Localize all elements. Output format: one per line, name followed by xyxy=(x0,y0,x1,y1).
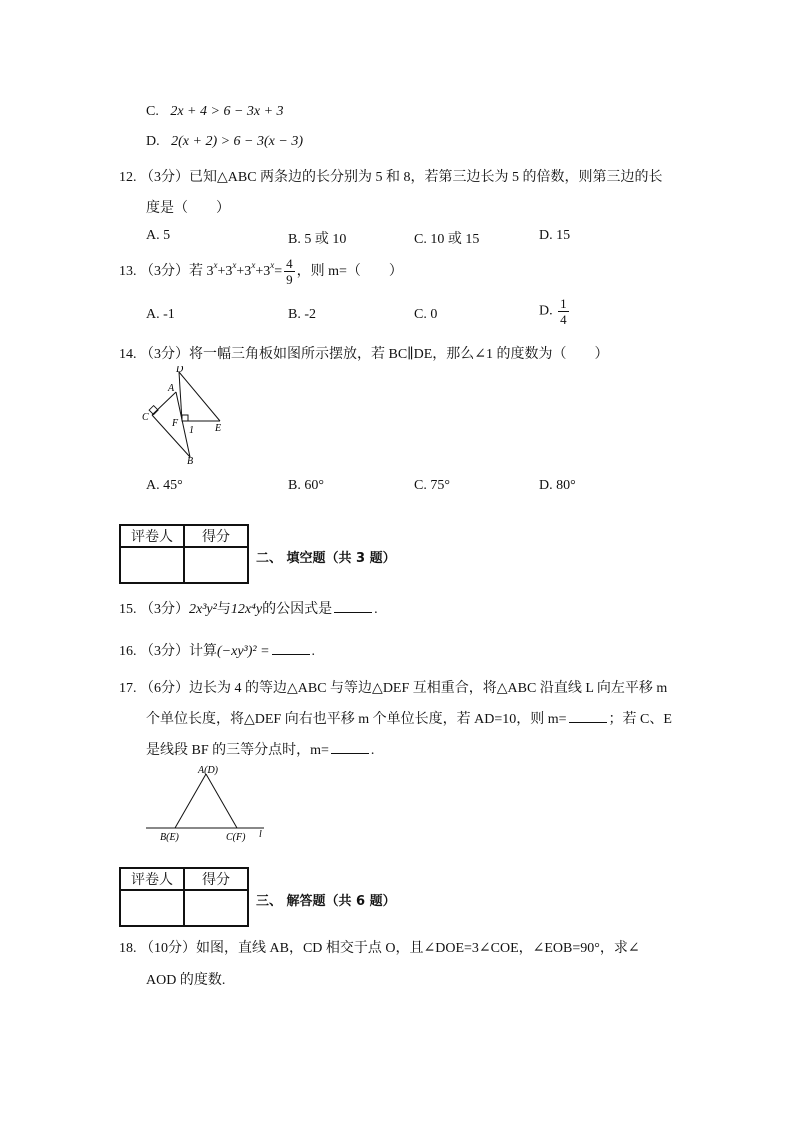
question-number: 14. xyxy=(119,347,137,362)
score-table xyxy=(119,524,249,584)
q14-option-d: D. 80° xyxy=(539,478,576,493)
q17-question-cont: 个单位长度，将△DEF 向右也平移 m 个单位长度，若 AD=10，则 m= ；若 C、E xyxy=(146,712,672,727)
section-title: 二、 填空题（共 3 题） xyxy=(256,551,396,566)
expression: 2x³y² xyxy=(189,602,217,617)
score-header: 得分 xyxy=(184,525,248,547)
q17-question-cont2: 是线段 BF 的三等分点时，m= . xyxy=(146,743,375,758)
label-b-e: B(E) xyxy=(160,832,179,843)
q12-option-c: C. 10 或 15 xyxy=(414,232,480,247)
q14-option-b: B. 60° xyxy=(288,478,324,493)
q18-question-cont: AOD 的度数. xyxy=(146,973,226,988)
option-letter: D. xyxy=(146,134,160,149)
fraction: $\frac{1}{4}$ xyxy=(560,296,567,327)
q12-option-d: D. 15 xyxy=(539,228,571,243)
q17-question xyxy=(119,677,667,697)
label-c-f: C(F) xyxy=(226,832,246,843)
question-number: 17. xyxy=(119,681,137,696)
q13-option-a: A. -1 xyxy=(146,307,175,322)
answer-blank[interactable] xyxy=(569,710,607,723)
label-b: B xyxy=(187,456,194,467)
fraction: $\frac{4}{9}$ xyxy=(286,256,293,288)
question-text: （6分）边长为 4 的等边△ABC 与等边△DEF 互相重合，将△ABC 沿直线 L 向左平移 m xyxy=(140,681,668,696)
q15-question: 15. （3分）2x³y²与12x⁴y的公因式是 . xyxy=(119,602,378,617)
option-expression: 2(x + 2) > 6 − 3(x − 3) xyxy=(171,134,303,149)
question-text: （3分）已知△ABC 两条边的长分别为 5 和 8，若第三边长为 5 的倍数，则第三边的长 xyxy=(140,170,663,185)
expression: 12x⁴y xyxy=(230,602,263,617)
q11-option-c xyxy=(146,104,284,120)
grader-header: 评卷人 xyxy=(120,525,184,547)
label-f: F xyxy=(172,418,179,429)
score-header: 得分 xyxy=(184,868,248,890)
option-letter: C. xyxy=(146,104,159,119)
q18-question xyxy=(119,937,640,957)
question-text: （10分）如图，直线 AB，CD 相交于点 O，且∠DOE=3∠COE，∠EOB=90°，求∠ xyxy=(140,941,640,956)
section-title: 三、 解答题（共 6 题） xyxy=(256,894,396,909)
label-e: E xyxy=(215,423,222,434)
grader-cell xyxy=(120,547,184,583)
answer-blank[interactable] xyxy=(334,600,372,613)
answer-blank[interactable] xyxy=(272,642,310,655)
q13-option-d: D. $\frac{1}{4}$ xyxy=(539,296,567,327)
question-text: （3分）将一幅三角板如图所示摆放，若 BC∥DE，那么∠1 的度数为（ ） xyxy=(140,347,609,362)
score-cell xyxy=(184,890,248,926)
q13-option-c: C. 0 xyxy=(414,307,438,322)
label-a-d: A(D) xyxy=(198,765,218,776)
q12-option-a: A. 5 xyxy=(146,228,171,243)
question-number: 12. xyxy=(119,170,137,185)
score-table xyxy=(119,867,249,927)
q13-question: 13. （3分）若 $3^x+3^x+3^x+3^x=$ $\frac{4}{9}$ ，则 m=（ ） xyxy=(119,256,403,288)
q14-question xyxy=(119,343,609,363)
answer-blank[interactable] xyxy=(331,741,369,754)
label-line-l: l xyxy=(259,829,262,840)
question-number: 16. xyxy=(119,644,137,659)
q12-question-cont: 度是（ ） xyxy=(146,201,230,216)
label-a: A xyxy=(168,383,175,394)
option-expression: 2x + 4 > 6 − 3x + 3 xyxy=(170,104,284,119)
label-c: C xyxy=(142,412,149,423)
q12-option-b: B. 5 或 10 xyxy=(288,232,347,247)
q14-option-a: A. 45° xyxy=(146,478,183,493)
label-angle-1: 1 xyxy=(189,425,194,436)
question-number: 18. xyxy=(119,941,137,956)
question-number: 15. xyxy=(119,602,137,617)
grader-cell xyxy=(120,890,184,926)
question-number: 13. xyxy=(119,264,137,279)
q16-question: 16. （3分）计算(−xy³)² = . xyxy=(119,644,316,659)
triangle-ruler-figure xyxy=(138,366,228,468)
triangle-translation-figure xyxy=(140,762,270,844)
q11-option-d xyxy=(146,134,303,150)
label-d: D xyxy=(176,366,184,375)
q12-question xyxy=(119,166,663,186)
q13-option-b: B. -2 xyxy=(288,307,316,322)
expression: (−xy³)² = xyxy=(217,644,270,659)
q14-option-c: C. 75° xyxy=(414,478,450,493)
grader-header: 评卷人 xyxy=(120,868,184,890)
score-cell xyxy=(184,547,248,583)
